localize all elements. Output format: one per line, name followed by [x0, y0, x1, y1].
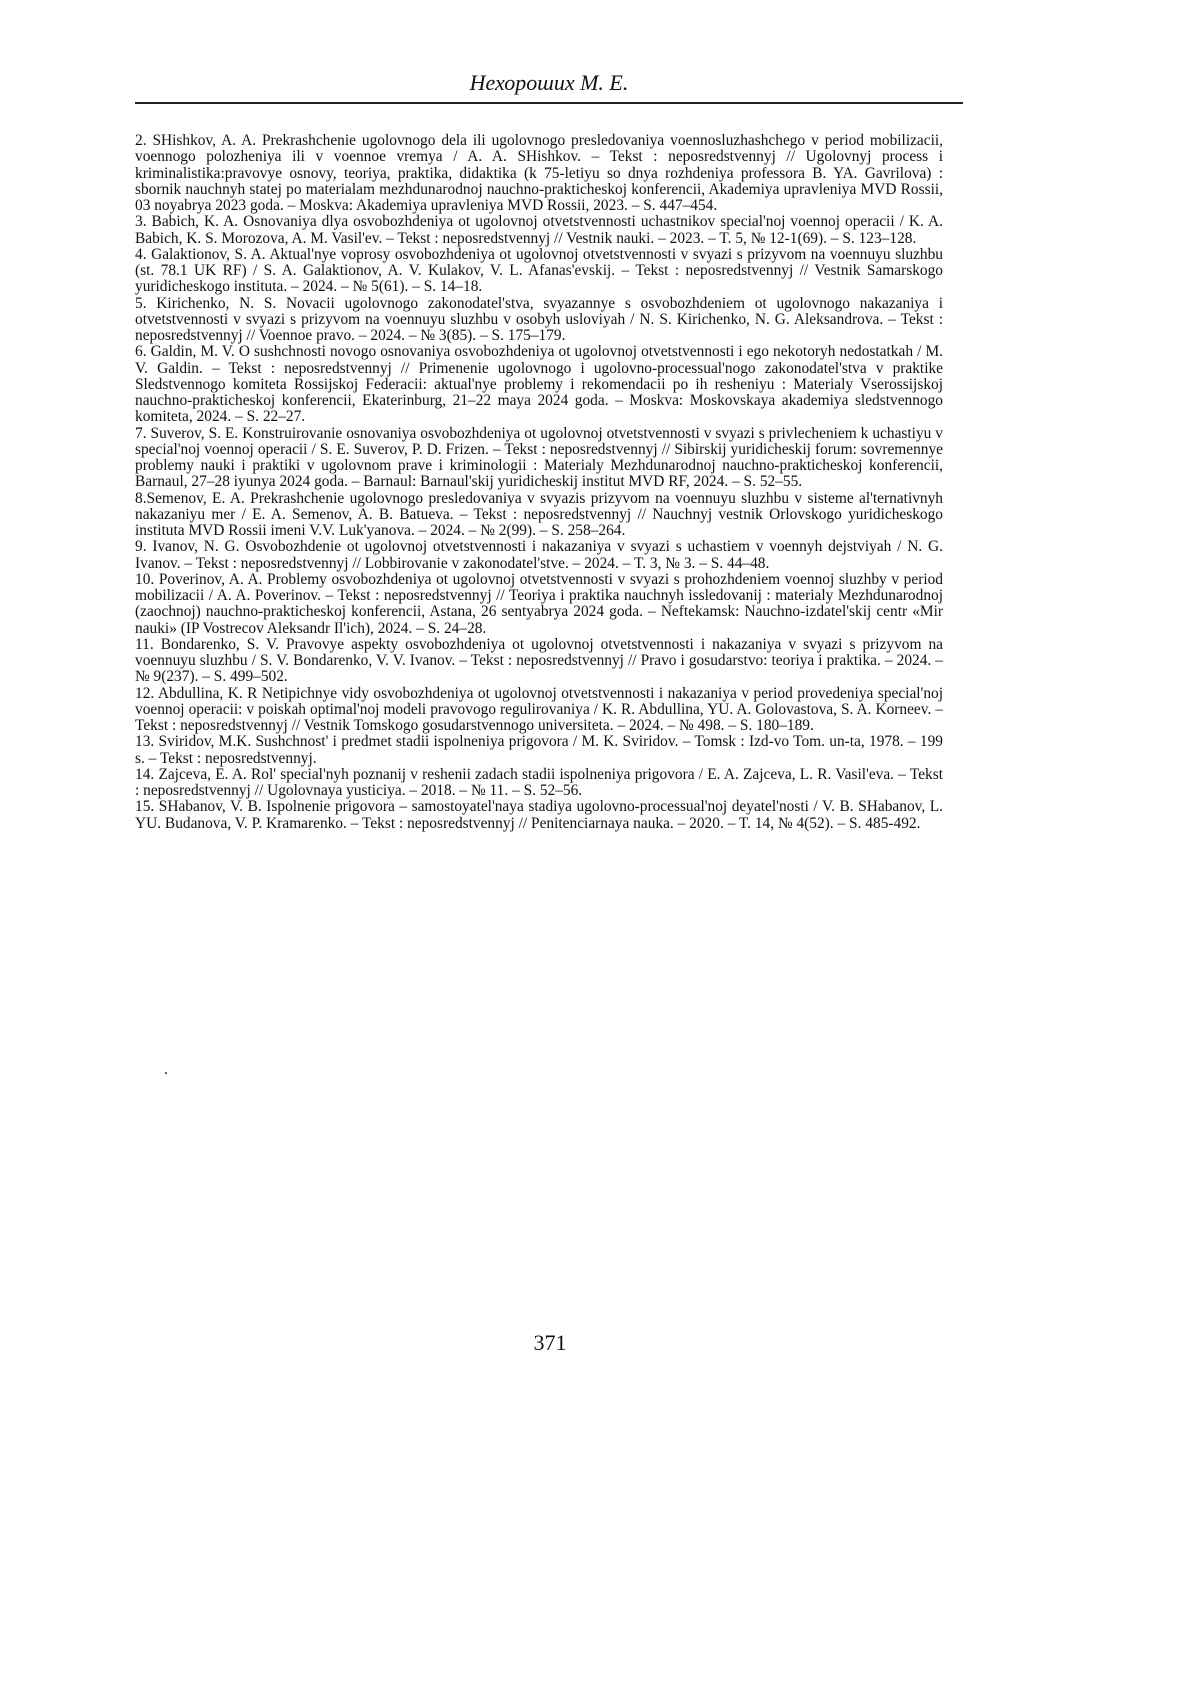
header-rule [135, 102, 963, 104]
reference-item-15: 15. SHabanov, V. B. Ispolnenie prigovora – samostoyatel'naya stadiya ugolovno-processual'noj deyatel'nosti / V. B. SHabanov, L. YU. Budanova, V. P. Kramarenko. – Tekst : neposredstvennyj // Penitenciarnaya nauka. – 2020. – T. 14, № 4(52). – S. 485-492. [135, 798, 943, 832]
reference-item-9: 9. Ivanov, N. G. Osvobozhdenie ot ugolovnoj otvetstvennosti i nakazaniya v svyazi s uchastiem v voennyh dejstviyah / N. G. Ivanov. – Tekst : neposredstvennyj // Lobbirovanie v zakonodatel'stve. – 2024. – T. 3, № 3. – S. 44–48. [135, 538, 943, 572]
reference-item-2: 2. SHishkov, A. A. Prekrashchenie ugolovnogo dela ili ugolovnogo presledovaniya voennosluzhashchego v period mobilizacii, voennogo polozheniya ili v voennoe vremya / A. A. SHishkov. – Tekst : neposredstvennyj // Ugolovnyj process i kriminalistika:pravovye osnovy, teoriya, praktika, didaktika (k 75-letiyu so dnya rozhdeniya professora B. YA. Gavrilova) : sbornik nauchnyh statej po materialam mezhdunarodnoj nauchno-prakticheskoj konferencii, Akademiya upravleniya MVD Rossii, 03 noyabrya 2023 goda. – Moskva: Akademiya upravleniya MVD Rossii, 2023. – S. 447–454. [135, 132, 943, 214]
page-number: 371 [533, 1330, 567, 1355]
reference-item-14: 14. Zajceva, E. A. Rol' special'nyh poznanij v reshenii zadach stadii ispolneniya prigovora / E. A. Zajceva, L. R. Vasil'eva. – Tekst : neposredstvennyj // Ugolovnaya yusticiya. – 2018. – № 11. – S. 52–56. [135, 765, 943, 799]
reference-item-5: 5. Kirichenko, N. S. Novacii ugolovnogo zakonodatel'stva, svyazannye s osvobozhdeniem ot ugolovnogo nakazaniya i otvetstvennosti v svyazi s prizyvom na voennuyu sluzhbu v osobyh usloviyah / N. S. Kirichenko, N. G. Aleksandrova. – Tekst : neposredstvennyj // Voennoe pravo. – 2024. – № 3(85). – S. 175–179. [135, 294, 943, 344]
reference-item-3: 3. Babich, K. A. Osnovaniya dlya osvobozhdeniya ot ugolovnoj otvetstvennosti uchastnikov special'noj voennoj operacii / K. A. Babich, K. S. Morozova, A. M. Vasil'ev. – Tekst : neposredstvennyj // Vestnik nauki. – 2023. – T. 5, № 12-1(69). – S. 123–128. [135, 213, 943, 247]
reference-item-6: 6. Galdin, M. V. O sushchnosti novogo osnovaniya osvobozhdeniya ot ugolovnoj otvetstvennosti i ego nekotoryh nedostatkah / M. V. Galdin. – Tekst : neposredstvennyj // Primenenie ugolovnogo i ugolovno-processual'nogo zakonodatel'stva v praktike Sledstvennogo komiteta Rossijskoj Federacii: aktual'nye problemy i rekomendacii po ih resheniyu : Materialy Vserossijskoj nauchno-prakticheskoj konferencii, Ekaterinburg, 21–22 maya 2024 goda. – Moskva: Moskovskaya akademiya sledstvennogo komiteta, 2024. – S. 22–27. [135, 343, 943, 426]
reference-list [135, 133, 943, 832]
reference-item-11: 11. Bondarenko, S. V. Pravovye aspekty osvobozhdeniya ot ugolovnoj otvetstvennosti i nakazaniya v svyazi s prizyvom na voennuyu sluzhbu / S. V. Bondarenko, V. V. Ivanov. – Tekst : neposredstvennyj // Pravo i gosudarstvo: teoriya i praktika. – 2024. – № 9(237). – S. 499–502. [135, 635, 943, 686]
reference-item-7: 7. Suverov, S. E. Konstruirovanie osnovaniya osvobozhdeniya ot ugolovnoj otvetstvennosti v svyazi s privlecheniem k uchastiyu v special'noj voennoj operacii / S. E. Suverov, P. D. Frizen. – Tekst : neposredstvennyj // Sibirskij yuridicheskij forum: sovremennye problemy nauki i praktiki v ugolovnom prave i kriminologii : Materialy Mezhdunarodnoj nauchno-prakticheskoj konferencii, Barnaul, 27–28 iyunya 2024 goda. – Barnaul: Barnaul'skij yuridicheskij institut MVD RF, 2024. – S. 52–55. [135, 424, 943, 491]
reference-item-13: 13. Sviridov, M.K. Sushchnost' i predmet stadii ispolneniya prigovora / M. K. Sviridov. – Tomsk : Izd-vo Tom. un-ta, 1978. – 199 s. – Tekst : neposredstvennyj. [135, 733, 943, 767]
reference-item-10: 10. Poverinov, A. A. Problemy osvobozhdeniya ot ugolovnoj otvetstvennosti v svyazi s prohozhdeniem voennoj sluzhby v period mobilizacii / A. A. Poverinov. – Tekst : neposredstvennyj // Teoriya i praktika nauchnyh issledovanij : materialy Mezhdunarodnoj (zaochnoj) nauchno-prakticheskoj konferencii, Astana, 26 sentyabrya 2024 goda. – Neftekamsk: Nauchno-izdatel'skij centr «Mir nauki» (IP Vostrecov Aleksandr Il'ich), 2024. – S. 24–28. [135, 570, 943, 637]
reference-item-8: 8.Semenov, E. A. Prekrashchenie ugolovnogo presledovaniya v svyazis prizyvom na voennuyu sluzhbu v sisteme al'ternativnyh nakazaniyu mer / E. A. Semenov, A. B. Batueva. – Tekst : neposredstvennyj // Nauchnyj vestnik Orlovskogo yuridicheskogo instituta MVD Rossii imeni V.V. Luk'yanova. – 2024. – № 2(99). – S. 258–264. [135, 489, 943, 539]
running-head-author: Нехороших М. Е. [469, 70, 629, 95]
trailing-mark: . [164, 1061, 168, 1078]
reference-item-12: 12. Abdullina, K. R Netipichnye vidy osvobozhdeniya ot ugolovnoj otvetstvennosti i nakazaniya v period provedeniya special'noj voennoj operacii: v poiskah optimal'noj modeli pravovogo regulirovaniya / K. R. Abdullina, YU. A. Golovastova, S. A. Korneev. – Tekst : neposredstvennyj // Vestnik Tomskogo gosudarstvennogo universiteta. – 2024. – № 498. – S. 180–189. [135, 684, 943, 734]
reference-item-4: 4. Galaktionov, S. A. Aktual'nye voprosy osvobozhdeniya ot ugolovnoj otvetstvennosti v svyazi s prizyvom na voennuyu sluzhbu (st. 78.1 UK RF) / S. A. Galaktionov, A. V. Kulakov, V. L. Afanas'evskij. – Tekst : neposredstvennyj // Vestnik Samarskogo yuridicheskogo instituta. – 2024. – № 5(61). – S. 14–18. [135, 245, 943, 296]
